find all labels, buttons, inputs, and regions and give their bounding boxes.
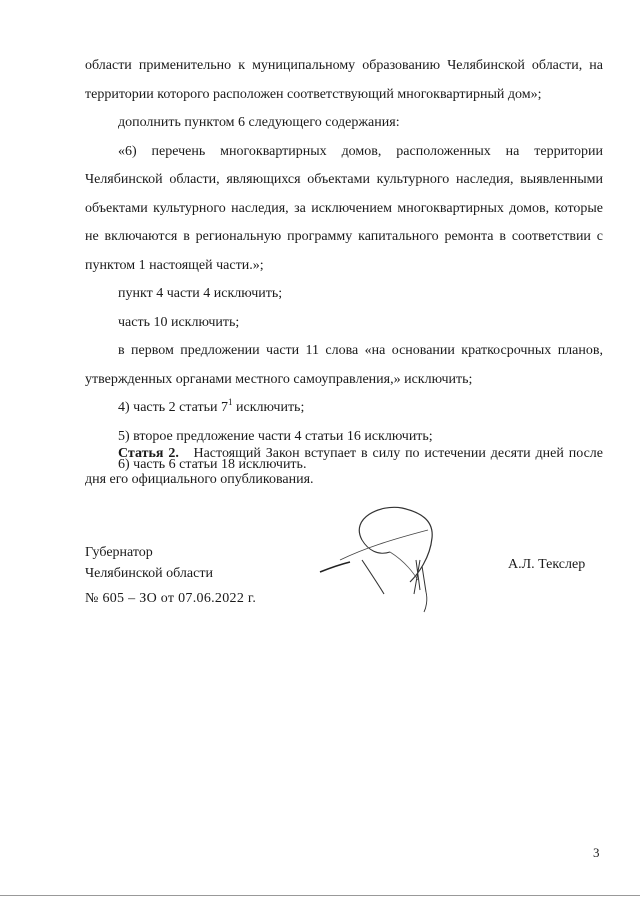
paragraph-6-line-1: в первом предложении части 11 слова «на основании краткосрочных планов, <box>118 343 603 358</box>
paragraph-3-line-3: объектами культурного наследия, за исключением многоквартирных домов, которые <box>85 200 603 216</box>
article-2 <box>85 441 603 493</box>
paragraph-8: 5) второе предложение части 4 статьи 16 исключить; <box>118 428 433 444</box>
paragraph-5: часть 10 исключить; <box>118 314 240 330</box>
article-2-number: Статья 2. <box>118 446 179 461</box>
paragraph-4: пункт 4 части 4 исключить; <box>118 286 283 301</box>
article-2-text: Настоящий Закон вступает в силу по истечении десяти дней после <box>193 446 603 461</box>
paragraph-1-line-1: области применительно к муниципальному образованию Челябинской области, на <box>85 58 603 73</box>
bottom-divider <box>0 895 640 896</box>
article-2-line-2: дня его официального опубликования. <box>85 472 314 487</box>
paragraph-3-line-2: Челябинской области, являющихся объектами культурного наследия, выявленными <box>85 172 603 187</box>
paragraph-3-line-1: «6) перечень многоквартирных домов, расположенных на территории <box>118 143 603 159</box>
paragraph-7-text: 4) часть 2 статьи 7 <box>118 400 228 415</box>
paragraph-7 <box>85 396 603 421</box>
governor-title-line-1: Губернатор <box>85 545 153 560</box>
governor-name: А.Л. Текслер <box>508 557 586 572</box>
superscript-index: 1 <box>227 397 233 407</box>
law-body-text <box>85 54 603 482</box>
paragraph-7-tail: исключить; <box>232 400 305 415</box>
paragraph-3-line-4: не включаются в региональную программу капитального ремонта в соответствии с <box>85 229 603 244</box>
governor-title-line-2: Челябинской области <box>85 566 213 581</box>
paragraph-9: 6) часть 6 статьи 18 исключить. <box>118 457 307 472</box>
governor-title <box>85 542 213 584</box>
paragraph-2: дополнить пунктом 6 следующего содержания: <box>118 115 400 130</box>
article-2-line-1 <box>85 441 603 467</box>
paragraph-6-line-2: утвержденных органами местного самоуправления,» исключить; <box>85 371 473 387</box>
handwritten-signature <box>310 500 460 615</box>
page-number: 3 <box>593 845 600 860</box>
paragraph-3-line-5: пунктом 1 настоящей части.»; <box>85 257 264 273</box>
paragraph-1-line-2: территории которого расположен соответствующий многоквартирный дом»; <box>85 86 542 102</box>
law-number: № 605 – ЗО от 07.06.2022 г. <box>85 591 257 606</box>
